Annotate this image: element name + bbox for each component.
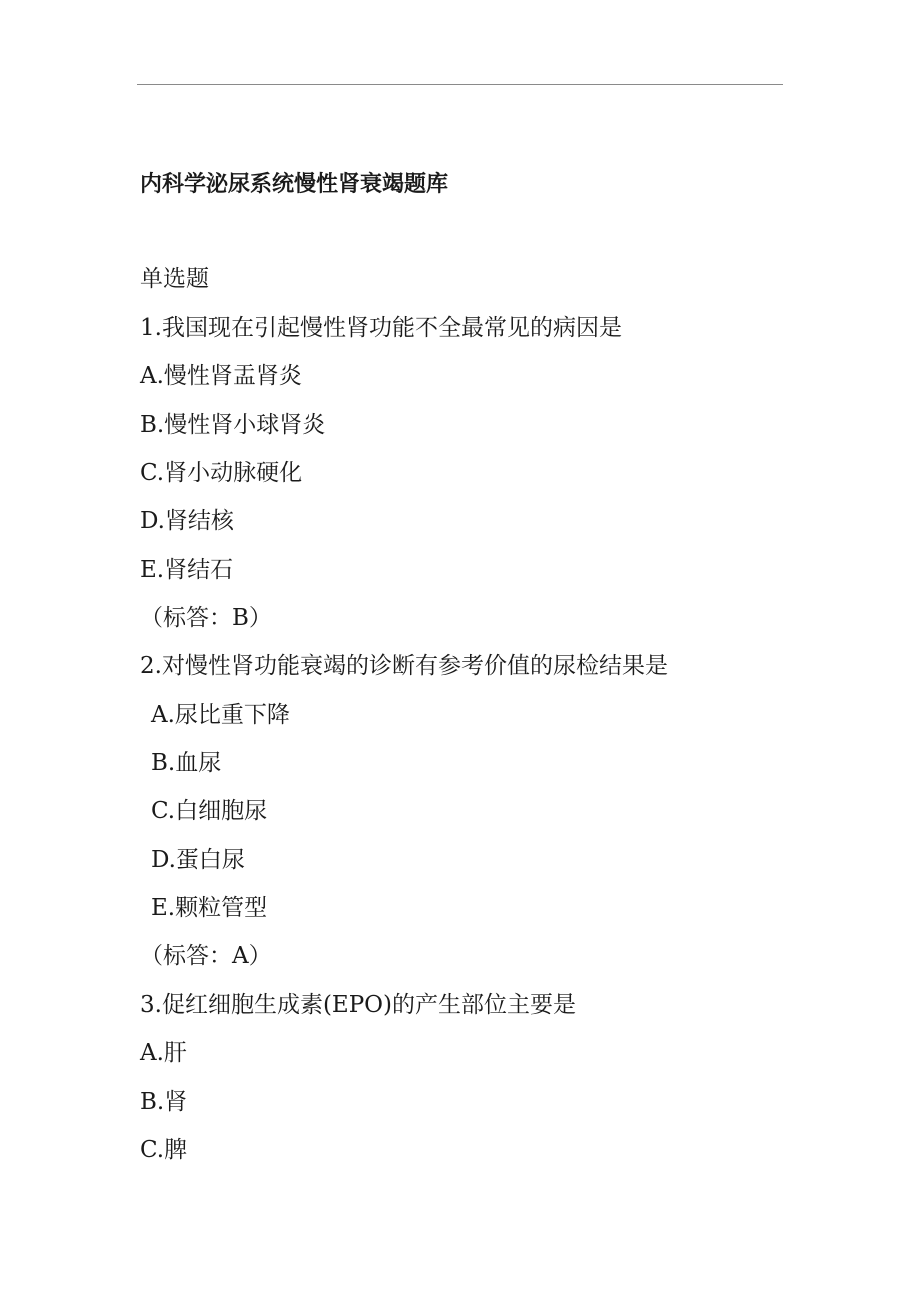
question-3-stem: 3.促红细胞生成素(EPO)的产生部位主要是 — [140, 992, 577, 1018]
question-3-option-a: A.肝 — [140, 1040, 187, 1066]
question-1-answer: （标答：B） — [140, 605, 272, 631]
question-1-option-c: C.肾小动脉硬化 — [140, 460, 303, 486]
question-2-option-a: A.尿比重下降 — [151, 702, 290, 728]
question-1-option-e: E.肾结石 — [140, 557, 234, 583]
question-2-option-b: B.血尿 — [151, 750, 222, 776]
question-3-option-c: C.脾 — [140, 1137, 188, 1163]
question-3-option-b: B.肾 — [140, 1089, 188, 1115]
question-2-answer: （标答：A） — [140, 943, 272, 969]
question-2-option-e: E.颗粒管型 — [151, 895, 268, 921]
question-2-option-c: C.白细胞尿 — [151, 798, 268, 824]
question-1-stem: 1.我国现在引起慢性肾功能不全最常见的病因是 — [140, 315, 622, 341]
question-1-option-a: A.慢性肾盂肾炎 — [140, 363, 302, 389]
question-1-option-d: D.肾结核 — [140, 508, 234, 534]
header-rule — [137, 84, 783, 85]
question-2-option-d: D.蛋白尿 — [151, 847, 245, 873]
document-title: 内科学泌尿系统慢性肾衰竭题库 — [140, 172, 449, 197]
section-label: 单选题 — [140, 266, 209, 292]
question-1-option-b: B.慢性肾小球肾炎 — [140, 412, 326, 438]
question-2-stem: 2.对慢性肾功能衰竭的诊断有参考价值的尿检结果是 — [140, 653, 668, 679]
